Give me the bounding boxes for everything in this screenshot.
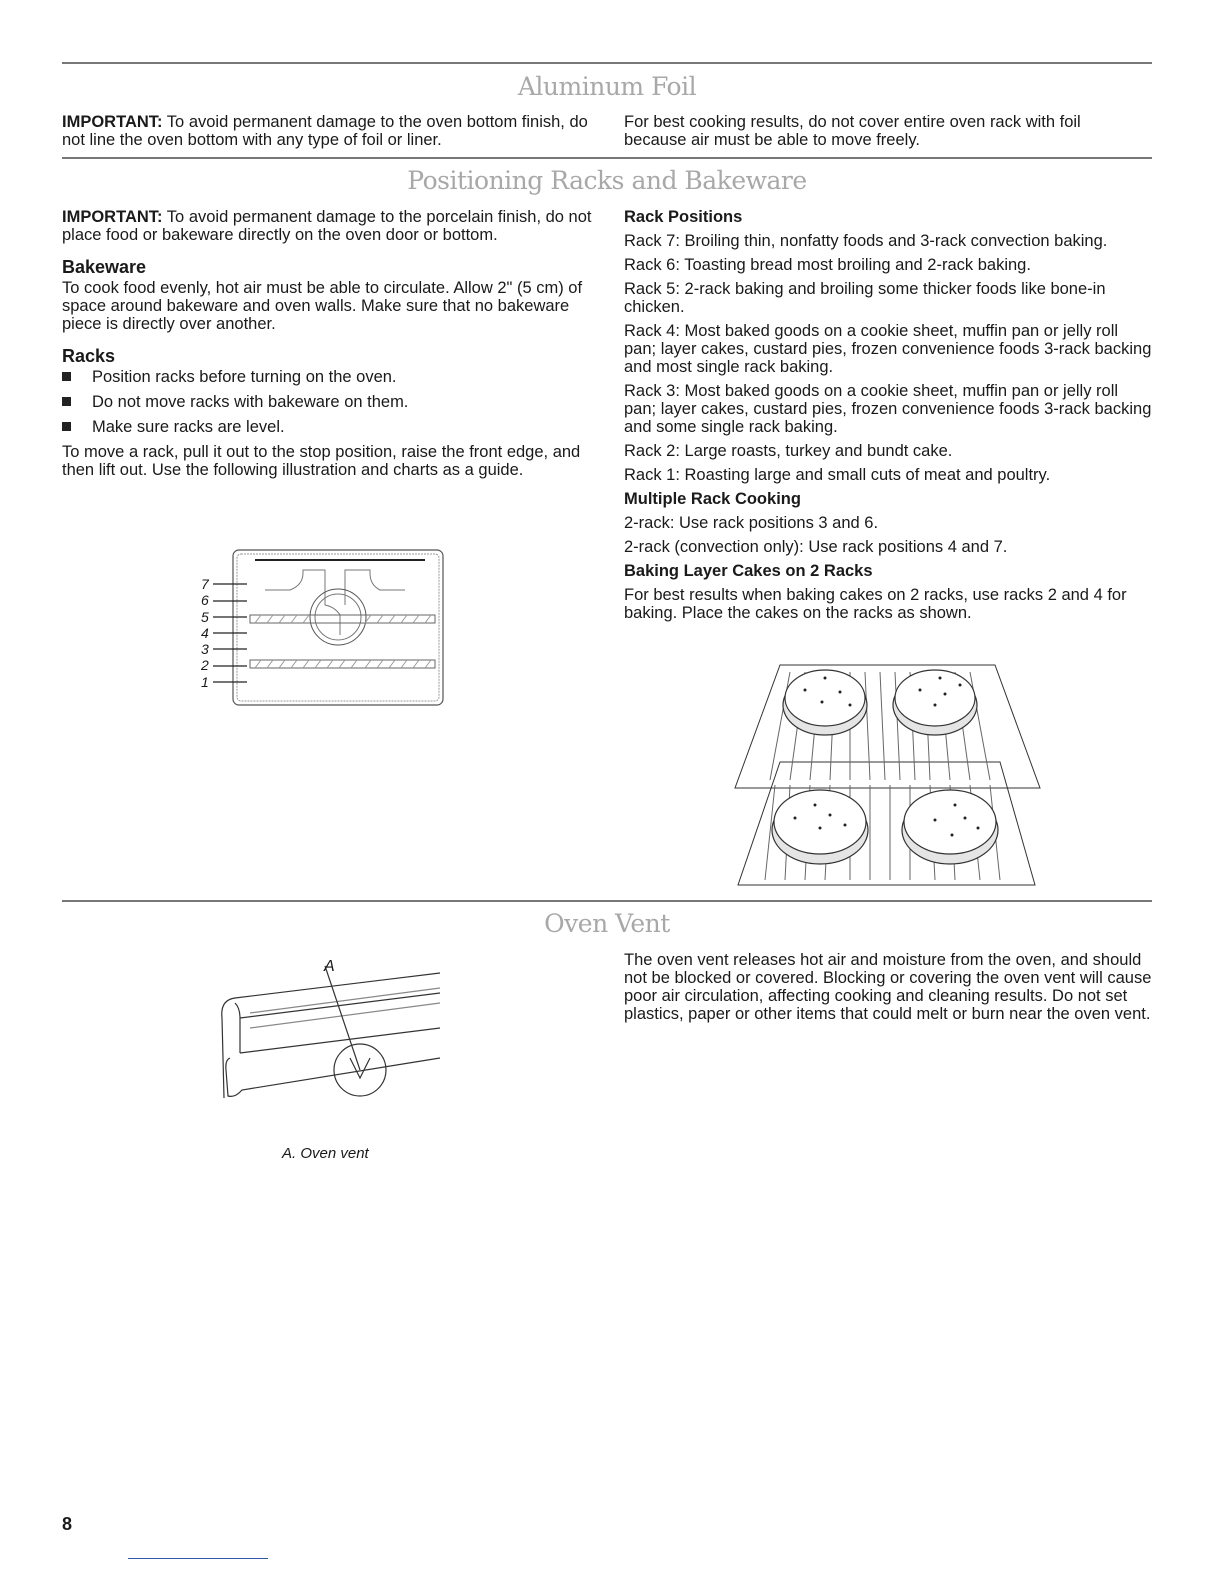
rack-number: 6 — [201, 592, 209, 609]
oven-rack-illustration — [195, 545, 455, 710]
rack-position: Rack 7: Broiling thin, nonfatty foods and 3-rack convection baking. — [624, 232, 1108, 250]
oven-interior-diagram — [195, 545, 455, 710]
important-label: IMPORTANT: — [62, 208, 163, 226]
rack-position: Rack 1: Roasting large and small cuts of meat and poultry. — [624, 466, 1051, 484]
section-title-aluminum-foil: Aluminum Foil — [517, 72, 697, 101]
two-rack-cakes-diagram — [730, 660, 1045, 888]
rack-position: Rack 6: Toasting bread most broiling and 2-rack baking. — [624, 256, 1031, 274]
rack-number: 2 — [201, 657, 209, 674]
rack-position: Rack 2: Large roasts, turkey and bundt cake. — [624, 442, 953, 460]
bakeware-heading: Bakeware — [62, 257, 147, 277]
rack-number: 4 — [201, 624, 209, 641]
page-number: 8 — [62, 1514, 73, 1534]
racks-important-text: To avoid permanent damage to the porcelain finish, do not place food or bakeware directly on the oven door or bottom. — [62, 208, 592, 244]
rack-position: Rack 3: Most baked goods on a cookie sheet, muffin pan or jelly roll pan; layer cakes, custard pies, frozen convenience foods 3-rack backing and some single rack baking. — [624, 382, 1152, 436]
rack-number-labels — [201, 576, 209, 690]
divider — [62, 900, 1152, 902]
divider — [62, 157, 1152, 159]
racks-right-column — [624, 208, 1152, 628]
racks-important — [62, 208, 592, 244]
foil-important — [62, 113, 602, 149]
foil-left-text: To avoid permanent damage to the oven bottom finish, do not line the oven bottom with any type of foil or liner. — [62, 113, 588, 149]
oven-vent-caption: A. Oven vent — [282, 1145, 369, 1162]
list-item: Do not move racks with bakeware on them. — [62, 393, 592, 411]
vent-label-a: A — [324, 958, 335, 975]
layer-cakes-text: For best results when baking cakes on 2 racks, use racks 2 and 4 for baking. Place the cakes on the racks as shown. — [624, 586, 1127, 622]
list-item: Make sure racks are level. — [62, 418, 592, 436]
oven-vent-text: The oven vent releases hot air and moisture from the oven, and should not be blocked or covered. Blocking or covering the oven vent will cause poor air circulation, affecting cooking and cleaning results. Do not set plastics, paper or other items that could melt or burn near the oven vent. — [624, 951, 1152, 1023]
layer-cakes-illustration — [730, 660, 1045, 888]
footer-line — [128, 1558, 268, 1559]
multiple-rack-item: 2-rack (convection only): Use rack positions 4 and 7. — [624, 538, 1008, 556]
move-rack-text: To move a rack, pull it out to the stop position, raise the front edge, and then lift out. Use the following illustration and charts as a guide. — [62, 443, 581, 479]
layer-cakes-heading: Baking Layer Cakes on 2 Racks — [624, 562, 873, 580]
divider — [62, 62, 1152, 64]
oven-vent-illustration — [210, 958, 450, 1123]
bakeware-text: To cook food evenly, hot air must be able to circulate. Allow 2" (5 cm) of space around bakeware and oven walls. Make sure that no bakeware piece is directly over another. — [62, 279, 583, 333]
multiple-rack-heading: Multiple Rack Cooking — [624, 490, 801, 508]
oven-vent-diagram — [210, 958, 450, 1123]
foil-right-text: For best cooking results, do not cover entire oven rack with foil because air must be able to move freely. — [624, 113, 1081, 149]
important-label: IMPORTANT: — [62, 113, 163, 131]
section-title-positioning-racks: Positioning Racks and Bakeware — [407, 166, 807, 195]
list-item: Position racks before turning on the oven. — [62, 368, 592, 386]
rack-position: Rack 4: Most baked goods on a cookie sheet, muffin pan or jelly roll pan; layer cakes, custard pies, frozen convenience foods 3-rack backing and most single rack baking. — [624, 322, 1152, 376]
racks-heading: Racks — [62, 346, 116, 366]
section-title-oven-vent: Oven Vent — [544, 909, 670, 938]
rack-number: 1 — [201, 673, 209, 690]
rack-number: 7 — [201, 576, 209, 592]
rack-position: Rack 5: 2-rack baking and broiling some thicker foods like bone-in chicken. — [624, 280, 1106, 316]
multiple-rack-item: 2-rack: Use rack positions 3 and 6. — [624, 514, 879, 532]
racks-bullets — [62, 368, 592, 436]
rack-number: 5 — [201, 608, 209, 625]
racks-left-column — [62, 208, 592, 485]
rack-positions-heading: Rack Positions — [624, 208, 743, 226]
rack-number: 3 — [201, 641, 209, 658]
